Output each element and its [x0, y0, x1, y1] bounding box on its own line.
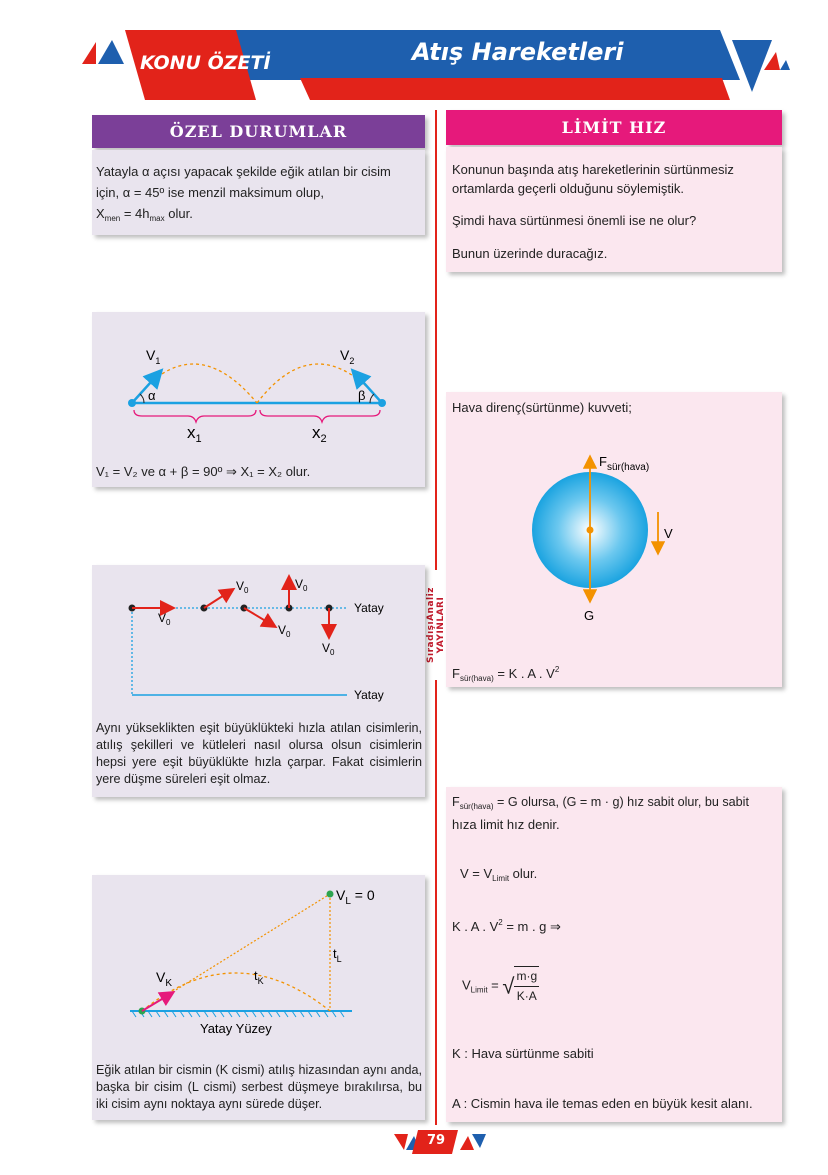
- air-resistance-diagram: [446, 448, 782, 628]
- beta-label: β: [358, 388, 366, 403]
- right-triangle-red: [764, 52, 780, 70]
- two-projectile-diagram: [92, 330, 425, 460]
- f-sur-label: $F_{sür(hava)}$: [599, 454, 650, 473]
- brace-x2: [260, 410, 380, 422]
- x2-label: $x_2$: [312, 423, 327, 445]
- v2-label: $V_2$: [340, 347, 355, 366]
- tk-label: $t_K$: [254, 968, 264, 986]
- yatay-bottom-label: Yatay: [354, 688, 384, 702]
- tl-label: $t_L$: [333, 946, 342, 964]
- konu-ozeti-label: KONU ÖZETİ: [140, 52, 271, 74]
- left-triangle-blue: [98, 40, 124, 64]
- right-triangle-blue-small: [780, 60, 790, 70]
- x1-label: $x_1$: [187, 423, 202, 445]
- kl-diagram: [92, 880, 425, 1055]
- publisher-side-label: SıradışıAnaliz YAYINLARI: [426, 570, 446, 680]
- surface-label: Yatay Yüzey: [200, 1021, 272, 1036]
- limit-box-2-intro: Hava direnç(sürtünme) kuvveti;: [452, 400, 632, 415]
- left-triangle-red: [82, 42, 96, 64]
- l-object: [327, 891, 334, 898]
- limit-box-3: [446, 787, 782, 1122]
- vl-label: $V_L = 0$: [336, 887, 375, 907]
- brace-x1: [134, 410, 256, 422]
- v0-arrow-up-right: [204, 590, 232, 608]
- ozel-durumlar-title: ÖZEL DURUMLAR: [92, 115, 425, 148]
- limit-box-3-line4: K . A . $V^2 = m$ . g ⇒: [452, 918, 561, 934]
- vk-arrow: [142, 993, 172, 1011]
- header-red-band: [300, 78, 730, 100]
- v1-arrow: [132, 372, 160, 403]
- g-label: G: [584, 608, 595, 623]
- limit-box-3-a-def: A : Cismin hava ile temas eden en büyük kesit alanı.: [452, 1096, 753, 1111]
- page-title: Atış Hareketleri: [412, 38, 624, 66]
- footer-right-triangle-red: [460, 1136, 474, 1150]
- ozel-box-1-line2: için, α = 45º ise menzil maksimum olup,: [96, 185, 324, 200]
- yatay-top-label: Yatay: [354, 601, 384, 615]
- limit-box-2-formula: $F_{sür(hava)} = K$ . A . $V^2$: [452, 665, 560, 683]
- v0-label-1: $V_0$: [158, 611, 171, 627]
- vk-label: $V_K$: [156, 969, 173, 989]
- limit-box-3-line1: $F_{sür(hava)} = G$ olursa, (G = m · g) hız sabit olur, bu sabit: [452, 795, 749, 811]
- ozel-box-4-text: Eğik atılan bir cismin (K cismi) atılış hizasından aynı anda, başka bir cisim (L cismi) serbest düşmeye bırakılırsa, bu iki cisim aynı noktaya aynı sürede düşer.: [96, 1063, 422, 1111]
- v0-label-2: $V_0$: [236, 579, 249, 595]
- limit-box-1-p2: Şimdi hava sürtünmesi önemli ise ne olur?: [452, 213, 697, 228]
- ozel-box-1-line3: $X_{men} = 4h_{max}$ olur.: [96, 206, 193, 223]
- limit-box-3-k-def: K : Hava sürtünme sabiti: [452, 1046, 594, 1061]
- page-number: 79: [426, 1133, 446, 1148]
- limit-hiz-title: LİMİT HIZ: [446, 110, 782, 145]
- alpha-label: α: [148, 388, 156, 403]
- ozel-box-1-line1: Yatayla α açısı yapacak şekilde eğik atılan bir cisim: [96, 164, 391, 179]
- footer-left-triangle: [394, 1134, 408, 1150]
- limit-box-3-line2: hıza limit hız denir.: [452, 817, 560, 832]
- v0-arrow-down-right: [244, 608, 274, 626]
- ozel-box-3-text: Aynı yükseklikten eşit büyüklükteki hızla atılan cisimlerin, atılış şekilleri ve kütleleri nasıl olursa olsun cisimlerin hepsi yere eşit büyüklükte hızla çarpar. Fakat cisimlerin yere düşme süreleri eşit olmaz.: [96, 721, 422, 786]
- beta-arc: [370, 394, 374, 403]
- limit-box-1-p3: Bunun üzerinde duracağız.: [452, 246, 608, 261]
- v1-label: $V_1$: [146, 347, 161, 366]
- footer-right-triangle-blue: [472, 1134, 486, 1148]
- alpha-arc: [140, 394, 144, 403]
- limit-box-3-vlimit: $V_{Limit}$ = √ $\frac{m\cdot g}{K\cdot A}$: [462, 966, 539, 1006]
- right-triangle-blue: [732, 40, 772, 92]
- v-label: V: [664, 526, 673, 541]
- limit-box-3-line3: $V = V_{Limit}$ olur.: [460, 866, 538, 883]
- v0-label-4: $V_0$: [295, 577, 308, 593]
- ball-center: [587, 527, 594, 534]
- ozel-box-2-formula: V₁ = V₂ ve α + β = 90º ⇒ X₁ = X₂ olur.: [96, 464, 311, 479]
- limit-box-1-p1: Konunun başında atış hareketlerinin sürtünmesiz ortamlarda geçerli olduğunu söylemiştik.: [452, 162, 734, 196]
- same-height-diagram: [92, 570, 425, 715]
- v0-label-3: $V_0$: [278, 623, 291, 639]
- v0-label-5: $V_0$: [322, 641, 335, 657]
